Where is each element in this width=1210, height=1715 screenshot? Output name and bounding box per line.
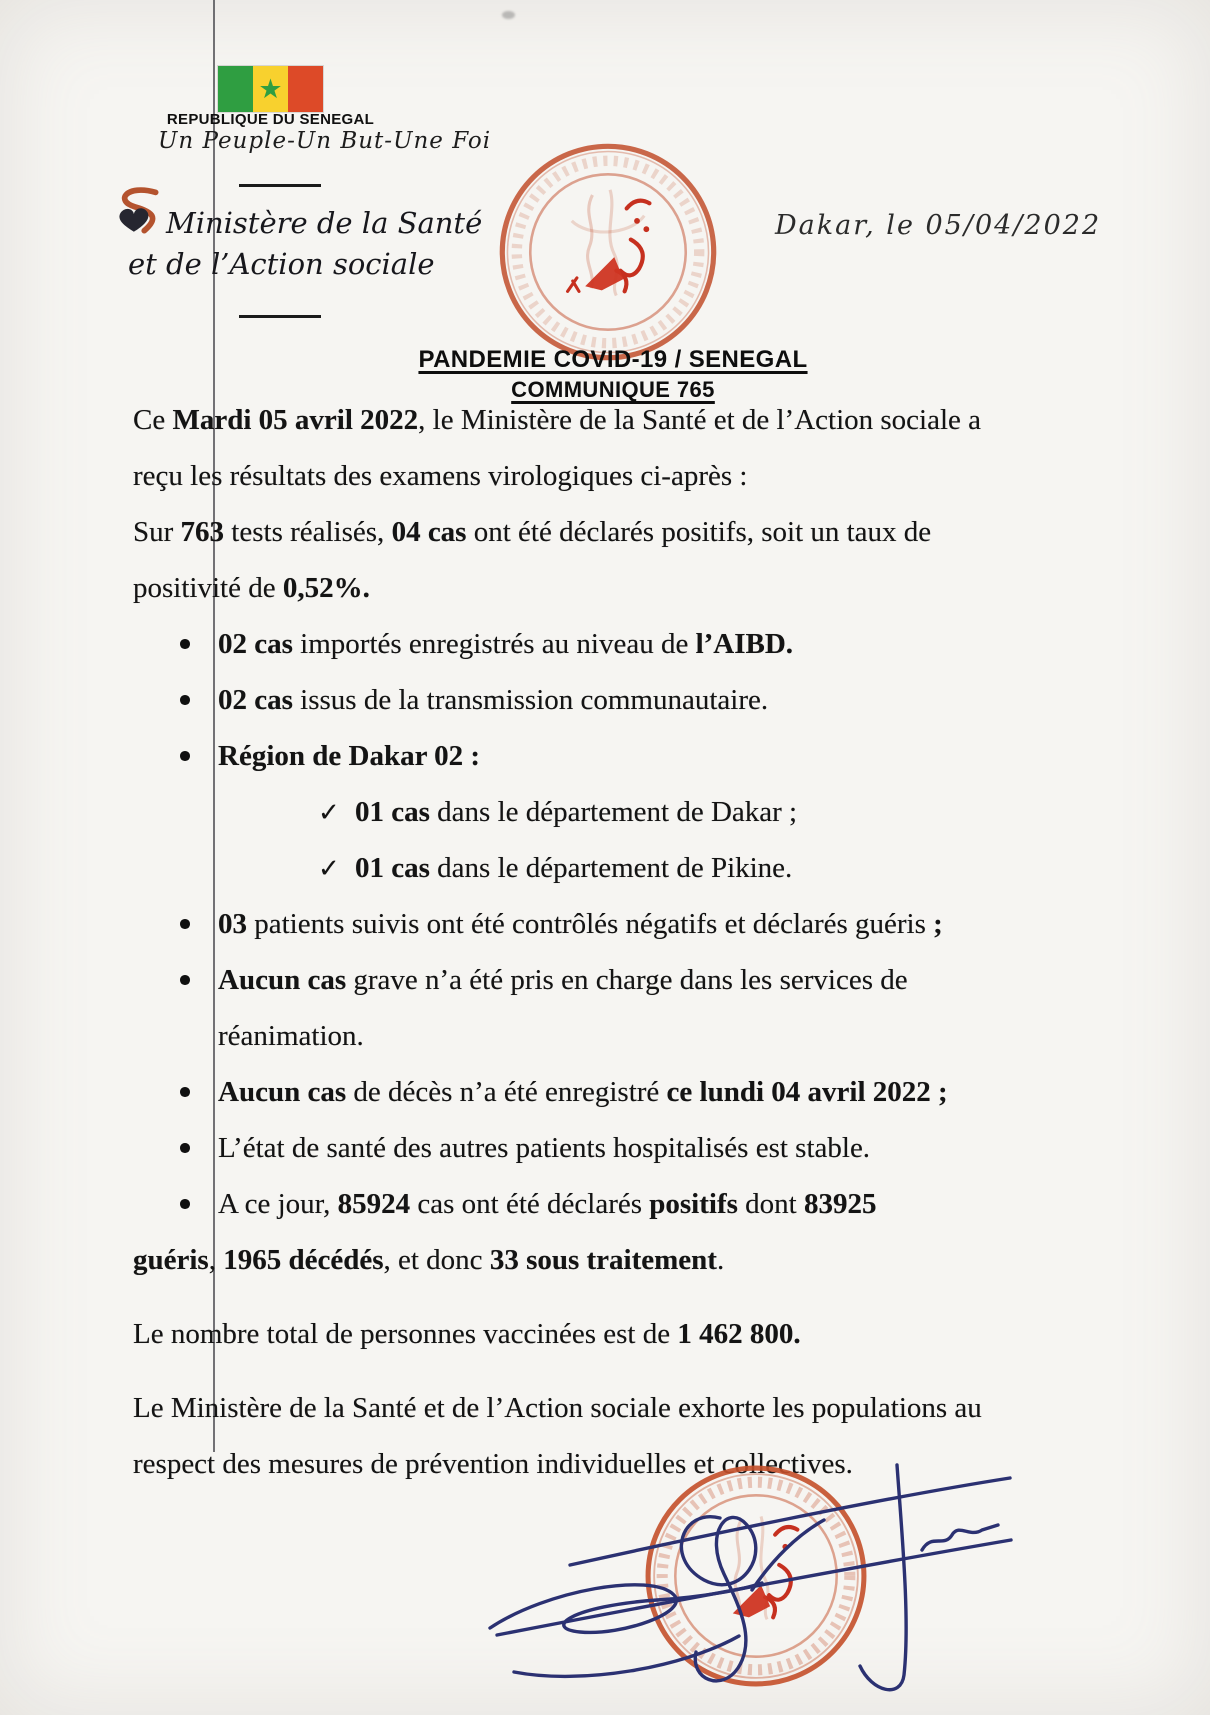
text-segment: Région de Dakar 02 : xyxy=(218,740,481,772)
body-line xyxy=(133,616,1163,672)
text-segment: guéris xyxy=(133,1244,209,1276)
text-segment: 0,52%. xyxy=(282,572,370,604)
text-segment: A ce jour, xyxy=(218,1188,338,1220)
text-segment: dont xyxy=(737,1188,804,1220)
text-segment: 85924 xyxy=(337,1188,411,1220)
bullet-icon xyxy=(180,975,190,985)
text-segment: 1 462 800. xyxy=(677,1318,801,1350)
bullet-icon xyxy=(180,919,190,929)
text-segment: 763 xyxy=(180,516,225,548)
bullet-icon xyxy=(180,1087,190,1097)
bullet-icon xyxy=(180,751,190,761)
republic-title: REPUBLIQUE DU SENEGAL xyxy=(166,111,375,128)
body-line xyxy=(133,1306,1163,1362)
text-segment: . xyxy=(716,1244,725,1276)
body-line xyxy=(133,1380,1163,1436)
body-line xyxy=(133,896,1163,952)
text-segment: 01 cas xyxy=(355,852,430,884)
text-segment: L’état de santé des autres patients hospitalisés est stable. xyxy=(218,1132,871,1164)
flag-star-icon: ★ xyxy=(258,73,283,105)
text-segment: Ce xyxy=(133,404,173,436)
text-segment: ont été déclarés positifs, soit un taux de xyxy=(466,516,932,548)
bullet-icon xyxy=(180,639,190,649)
text-segment: Aucun cas xyxy=(218,1076,347,1108)
text-segment: dans le département de Dakar ; xyxy=(429,796,798,828)
text-segment: Le nombre total de personnes vaccinées est de xyxy=(133,1318,678,1350)
text-segment: 33 sous traitement xyxy=(489,1244,717,1276)
body-line xyxy=(133,448,1163,504)
text-segment: , xyxy=(208,1244,224,1276)
text-segment: Sur xyxy=(133,516,181,548)
text-segment: , le Ministère de la Santé et de l’Action sociale a xyxy=(418,404,982,436)
title-line1: PANDEMIE COVID-19 / SENEGAL xyxy=(418,346,808,373)
text-segment: ce lundi 04 avril 2022 ; xyxy=(666,1076,948,1108)
flag-yellow-band xyxy=(253,66,288,112)
text-segment: Aucun cas xyxy=(218,964,347,996)
body-line xyxy=(133,1120,1163,1176)
text-segment: grave n’a été pris en charge dans les services de xyxy=(346,964,908,996)
text-segment: importés enregistrés au niveau de xyxy=(292,628,696,660)
text-segment: issus de la transmission communautaire. xyxy=(292,684,769,716)
bullet-icon xyxy=(180,1199,190,1209)
text-segment: 02 cas xyxy=(218,628,293,660)
text-segment: patients suivis ont été contrôlés négatifs et déclarés guéris xyxy=(247,908,934,940)
body-line xyxy=(133,1176,1163,1232)
text-segment: 04 cas xyxy=(391,516,467,548)
body-line xyxy=(133,784,1163,840)
text-segment: 03 xyxy=(218,908,247,940)
ministry-health-logo-icon xyxy=(108,184,166,238)
national-motto: Un Peuple-Un But-Une Foi xyxy=(158,128,492,154)
text-segment: ; xyxy=(933,908,943,940)
date-line: Dakar, le 05/04/2022 xyxy=(775,210,1102,241)
bullet-icon xyxy=(180,1143,190,1153)
check-icon: ✓ xyxy=(318,854,340,884)
text-segment: tests réalisés, xyxy=(224,516,392,548)
flag-green-band xyxy=(218,66,253,112)
text-segment: 01 cas xyxy=(355,796,430,828)
bullet-icon xyxy=(180,695,190,705)
text-segment: Mardi 05 avril 2022 xyxy=(172,404,419,436)
text-segment: l’AIBD. xyxy=(695,628,794,660)
text-segment: positivité de xyxy=(133,572,283,604)
text-segment: Le Ministère de la Santé et de l’Action sociale exhorte les populations au xyxy=(133,1392,982,1424)
title-line2: COMMUNIQUE 765 xyxy=(511,377,715,402)
senegal-flag-icon xyxy=(218,66,323,112)
body-line xyxy=(133,560,1163,616)
communique-body xyxy=(133,392,1163,1492)
body-line xyxy=(133,504,1163,560)
text-segment: respect des mesures de prévention individuelles et collectives. xyxy=(133,1448,853,1480)
text-segment: positifs xyxy=(649,1188,738,1220)
body-line xyxy=(133,672,1163,728)
ministry-divider xyxy=(239,315,321,318)
text-segment: 83925 xyxy=(803,1188,877,1220)
body-line xyxy=(133,728,1163,784)
text-segment: 02 cas xyxy=(218,684,293,716)
text-segment: 1965 décédés xyxy=(223,1244,384,1276)
body-line xyxy=(133,1008,1163,1064)
text-segment: reçu les résultats des examens virologiques ci-après : xyxy=(133,460,748,492)
text-segment: dans le département de Pikine. xyxy=(429,852,793,884)
body-line xyxy=(133,392,1163,448)
body-line xyxy=(133,952,1163,1008)
text-segment: réanimation. xyxy=(218,1020,364,1052)
signature-ink xyxy=(452,1440,1024,1712)
ministry-name-line1: Ministère de la Santé xyxy=(166,206,483,240)
scan-artifact xyxy=(502,11,515,19)
ministry-name-line2: et de l’Action sociale xyxy=(128,247,435,281)
body-line xyxy=(133,1232,1163,1288)
header-divider xyxy=(239,184,321,187)
text-segment: cas ont été déclarés xyxy=(410,1188,650,1220)
official-round-stamp-top-icon xyxy=(494,138,722,366)
text-segment: de décès n’a été enregistré xyxy=(346,1076,667,1108)
body-line xyxy=(133,1064,1163,1120)
body-line xyxy=(133,840,1163,896)
text-segment: , et donc xyxy=(383,1244,490,1276)
check-icon: ✓ xyxy=(318,798,340,828)
flag-red-band xyxy=(288,66,323,112)
